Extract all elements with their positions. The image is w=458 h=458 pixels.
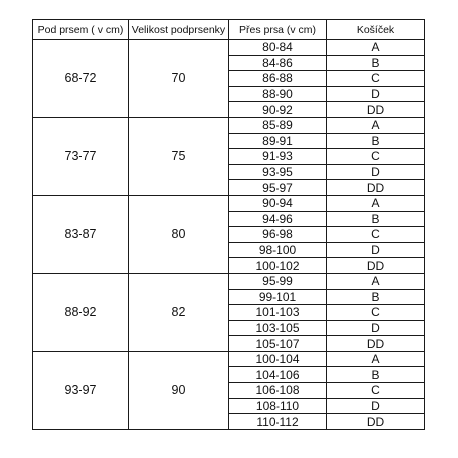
- bust-cell: 89-91: [229, 133, 327, 149]
- bust-cell: 90-94: [229, 195, 327, 211]
- bust-cell: 80-84: [229, 40, 327, 56]
- cup-cell: C: [327, 383, 425, 399]
- underbust-cell: 68-72: [33, 40, 129, 118]
- table-row: [33, 351, 425, 367]
- cup-cell: C: [327, 227, 425, 243]
- cup-cell: D: [327, 86, 425, 102]
- cup-cell: DD: [327, 414, 425, 430]
- cup-cell: C: [327, 305, 425, 321]
- bra-size-cell: 70: [129, 40, 229, 118]
- table-row: [33, 117, 425, 133]
- bust-cell: 104-106: [229, 367, 327, 383]
- bust-cell: 99-101: [229, 289, 327, 305]
- cup-cell: C: [327, 71, 425, 87]
- bust-cell: 95-99: [229, 273, 327, 289]
- bust-cell: 100-102: [229, 258, 327, 274]
- cup-cell: D: [327, 398, 425, 414]
- bra-size-cell: 82: [129, 273, 229, 351]
- cup-cell: B: [327, 367, 425, 383]
- bust-cell: 90-92: [229, 102, 327, 118]
- cup-cell: A: [327, 195, 425, 211]
- underbust-cell: 88-92: [33, 273, 129, 351]
- bust-cell: 106-108: [229, 383, 327, 399]
- underbust-cell: 83-87: [33, 195, 129, 273]
- bra-size-cell: 80: [129, 195, 229, 273]
- bust-cell: 110-112: [229, 414, 327, 430]
- bust-cell: 94-96: [229, 211, 327, 227]
- cup-cell: B: [327, 55, 425, 71]
- header-bust: Přes prsa (v cm): [229, 20, 327, 40]
- bust-cell: 91-93: [229, 149, 327, 165]
- bust-cell: 105-107: [229, 336, 327, 352]
- cup-cell: DD: [327, 336, 425, 352]
- table-row: [33, 195, 425, 211]
- cup-cell: D: [327, 320, 425, 336]
- bra-size-cell: 90: [129, 351, 229, 429]
- bust-cell: 86-88: [229, 71, 327, 87]
- header-underbust: Pod prsem ( v cm): [33, 20, 129, 40]
- bust-cell: 88-90: [229, 86, 327, 102]
- cup-cell: DD: [327, 258, 425, 274]
- cup-cell: A: [327, 117, 425, 133]
- cup-cell: A: [327, 40, 425, 56]
- bust-cell: 100-104: [229, 351, 327, 367]
- cup-cell: DD: [327, 180, 425, 196]
- bust-cell: 93-95: [229, 164, 327, 180]
- table-body: [33, 40, 425, 430]
- bust-cell: 96-98: [229, 227, 327, 243]
- cup-cell: D: [327, 164, 425, 180]
- underbust-cell: 73-77: [33, 117, 129, 195]
- bust-cell: 84-86: [229, 55, 327, 71]
- bust-cell: 108-110: [229, 398, 327, 414]
- bust-cell: 95-97: [229, 180, 327, 196]
- table-row: [33, 273, 425, 289]
- cup-cell: B: [327, 133, 425, 149]
- header-row: [33, 20, 425, 40]
- bust-cell: 85-89: [229, 117, 327, 133]
- bust-cell: 98-100: [229, 242, 327, 258]
- cup-cell: A: [327, 351, 425, 367]
- bra-size-cell: 75: [129, 117, 229, 195]
- underbust-cell: 93-97: [33, 351, 129, 429]
- cup-cell: C: [327, 149, 425, 165]
- header-cup: Košíček: [327, 20, 425, 40]
- cup-cell: B: [327, 289, 425, 305]
- bust-cell: 103-105: [229, 320, 327, 336]
- bust-cell: 101-103: [229, 305, 327, 321]
- table-row: [33, 40, 425, 56]
- header-bra-size: Velikost podprsenky: [129, 20, 229, 40]
- cup-cell: D: [327, 242, 425, 258]
- cup-cell: A: [327, 273, 425, 289]
- bra-size-table: [32, 19, 425, 430]
- cup-cell: DD: [327, 102, 425, 118]
- cup-cell: B: [327, 211, 425, 227]
